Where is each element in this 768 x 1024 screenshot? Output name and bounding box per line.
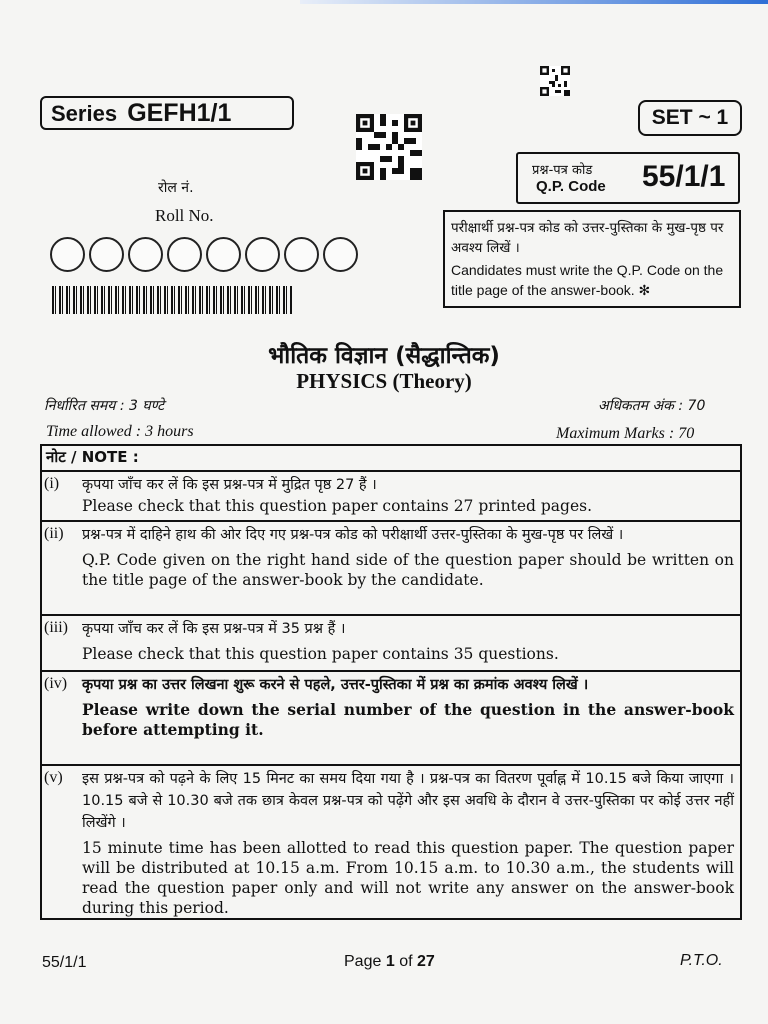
roll-no-label: Roll No. <box>155 206 214 225</box>
note-item-3 <box>42 614 740 670</box>
roll-digit-circle[interactable] <box>89 237 124 272</box>
qp-code-value: 55/1/1 <box>642 160 726 193</box>
time-allowed-english: Time allowed : 3 hours <box>46 423 194 440</box>
note-item-5 <box>42 764 740 918</box>
barcode <box>52 286 292 314</box>
series-box <box>40 96 294 130</box>
set-badge: SET ~ 1 <box>638 100 742 136</box>
roll-digit-circle[interactable] <box>284 237 319 272</box>
candidate-instruction-box <box>443 210 741 308</box>
roll-digit-circle[interactable] <box>245 237 280 272</box>
roll-digit-circle[interactable] <box>206 237 241 272</box>
note-item-number: (i) <box>44 475 60 492</box>
subject-title-hindi: भौतिक विज्ञान (सैद्धान्तिक) <box>268 343 500 369</box>
qp-code-label: Q.P. Code <box>536 178 606 195</box>
note-item-hindi: इस प्रश्न-पत्र को पढ़ने के लिए 15 मिनट का समय दिया गया है । प्रश्न-पत्र का वितरण पूर्वाह्न में 10.15 बजे किया जाएगा । 10.15 बजे से 10.30 बजे तक छात्र केवल प्रश्न-पत्र को पढ़ेंगे और इस अवधि के दौरान वे उत्तर-पुस्तिका पर कोई उत्तर नहीं लिखेंगे । <box>82 771 734 831</box>
note-item-number: (v) <box>44 769 63 786</box>
top-accent-bar <box>300 0 768 4</box>
page-of: of <box>399 953 413 970</box>
max-marks-hindi: अधिकतम अंक : 70 <box>598 398 706 414</box>
note-item-4 <box>42 670 740 764</box>
note-item-number: (iii) <box>44 619 68 636</box>
note-item-1 <box>42 470 740 520</box>
footer-qp-code: 55/1/1 <box>42 954 87 971</box>
instruction-english: Candidates must write the Q.P. Code on the title page of the answer-book. ✻ <box>451 262 724 298</box>
footer-pto: P.T.O. <box>680 952 723 969</box>
instruction-hindi: परीक्षार्थी प्रश्न-पत्र कोड को उत्तर-पुस्तिका के मुख-पृष्ठ पर अवश्य लिखें । <box>451 220 724 256</box>
note-item-number: (ii) <box>44 525 64 542</box>
note-item-2 <box>42 520 740 614</box>
footer-page-number <box>344 953 435 971</box>
time-allowed-hindi: निर्धारित समय : 3 घण्टे <box>44 398 165 414</box>
roll-digit-circle[interactable] <box>167 237 202 272</box>
subject-title-english: PHYSICS (Theory) <box>296 369 472 393</box>
note-item-hindi: प्रश्न-पत्र में दाहिने हाथ की ओर दिए गए प्रश्न-पत्र कोड को परीक्षार्थी उत्तर-पुस्तिका के मुख-पृष्ठ पर लिखें । <box>82 527 624 543</box>
page-total: 27 <box>416 953 435 970</box>
max-marks-english: Maximum Marks : 70 <box>556 425 695 442</box>
series-code: GEFH1/1 <box>127 99 232 127</box>
note-item-english: Please write down the serial number of the question in the answer-book before attempting it. <box>82 700 734 739</box>
roll-no-hindi-label: रोल नं. <box>158 180 194 196</box>
note-item-english: Q.P. Code given on the right hand side of the question paper should be written on the title page of the answer-book by the candidate. <box>82 551 734 589</box>
series-label: Series <box>51 101 118 126</box>
roll-no-circles <box>50 237 358 272</box>
note-heading: नोट / NOTE : <box>46 448 139 466</box>
note-item-number: (iv) <box>44 675 68 692</box>
roll-digit-circle[interactable] <box>323 237 358 272</box>
note-item-english: 15 minute time has been allotted to read this question paper. The question paper will be distributed at 10.15 a.m. From 10.15 a.m. to 10.30 a.m., the students will read the question paper only and will not write any answer on the answer-book during this period. <box>82 839 734 917</box>
page-prefix: Page <box>344 953 382 970</box>
page-current: 1 <box>385 953 395 970</box>
note-item-english: Please check that this question paper contains 27 printed pages. <box>82 497 593 515</box>
note-item-hindi: कृपया प्रश्न का उत्तर लिखना शुरू करने से पहले, उत्तर-पुस्तिका में प्रश्न का क्रमांक अवश्य लिखें । <box>82 677 589 693</box>
roll-digit-circle[interactable] <box>128 237 163 272</box>
small-qr-code-icon <box>540 66 570 96</box>
qp-code-hindi-label: प्रश्न-पत्र कोड <box>532 163 593 178</box>
note-item-english: Please check that this question paper contains 35 questions. <box>82 645 559 663</box>
note-box <box>40 444 742 920</box>
roll-digit-circle[interactable] <box>50 237 85 272</box>
qr-code-icon <box>356 114 422 180</box>
note-item-hindi: कृपया जाँच कर लें कि इस प्रश्न-पत्र में मुद्रित पृष्ठ 27 हैं । <box>82 477 377 493</box>
note-item-hindi: कृपया जाँच कर लें कि इस प्रश्न-पत्र में 35 प्रश्न हैं । <box>82 621 346 637</box>
qp-code-box <box>516 152 740 204</box>
